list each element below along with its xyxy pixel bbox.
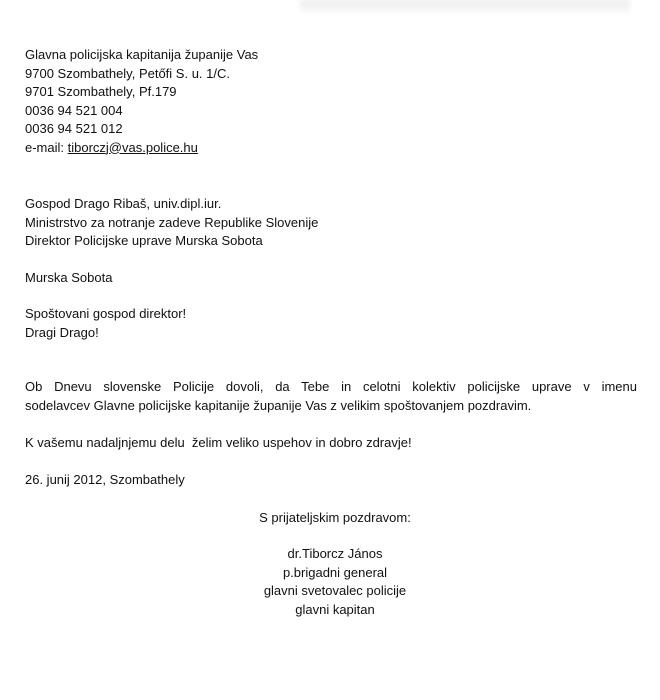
date-text: 26. junij 2012, Szombathely: [25, 472, 185, 487]
greeting-formal: Spoštovani gospod direktor!: [25, 306, 187, 321]
sender-phone: 0036 94 521 004: [25, 102, 123, 118]
email-link[interactable]: tiborczj@vas.police.hu: [67, 139, 198, 155]
sender-email-line: [25, 139, 640, 158]
date-line: [25, 471, 640, 490]
body-paragraph-line-2: sodelavcev Glavne policijske kapitanije županije Vas z velikim spoštovanjem pozdravim.: [25, 397, 532, 413]
greeting-informal: Dragi Drago!: [25, 324, 99, 340]
recipient-block: [25, 195, 640, 251]
recipient-position: Direktor Policijske uprave Murska Sobota: [25, 233, 263, 248]
signature-block: [170, 545, 500, 619]
sender-fax: 0036 94 521 012: [25, 121, 123, 136]
signer-title-chief: glavni kapitan: [295, 601, 375, 617]
sender-po-box: 9701 Szombathely, Pf.179: [25, 84, 177, 99]
wishes-text: K vašemu nadaljnjemu delu želim veliko uspehov in dobro zdravje!: [25, 435, 412, 450]
recipient-ministry: Ministrstvo za notranje zadeve Republike Slovenije: [25, 214, 319, 230]
email-label: e-mail:: [25, 139, 68, 155]
signer-name: dr.Tiborcz János: [287, 546, 383, 561]
signer-rank: p.brigadni general: [282, 564, 388, 580]
body-paragraph-line-1: Ob Dnevu slovenske Policije dovoli, da Tebe in celotni kolektiv policijske uprave v imenu: [25, 379, 637, 394]
body-paragraph: [25, 378, 637, 415]
recipient-name: Gospod Drago Ribaš, univ.dipl.iur.: [25, 196, 222, 211]
city-text: Murska Sobota: [25, 270, 113, 285]
sender-street-address: 9700 Szombathely, Petőfi S. u. 1/C.: [25, 65, 230, 81]
sender-organization: Glavna policijska kapitanija županije Vas: [25, 47, 259, 62]
signer-title-advisor: glavni svetovalec policije: [263, 583, 407, 598]
greeting-block: [25, 305, 640, 342]
wishes-paragraph: [25, 434, 640, 453]
closing-salutation: S prijateljskim pozdravom:: [259, 510, 411, 525]
recipient-city: [25, 269, 640, 288]
sender-block: [25, 46, 640, 157]
closing-salutation-wrap: [170, 509, 500, 528]
scan-smudge: [300, 0, 630, 16]
